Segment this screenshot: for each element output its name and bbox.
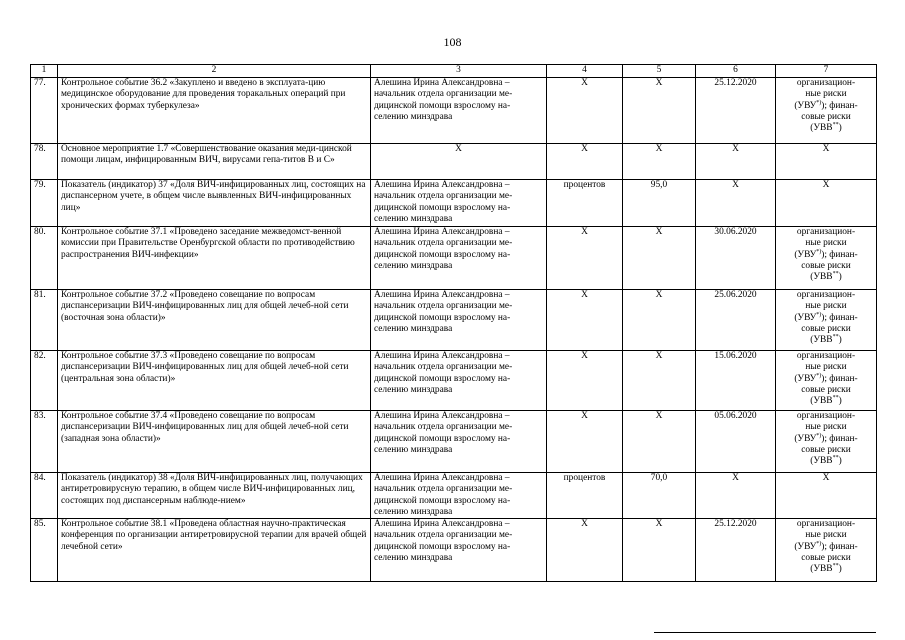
table-row xyxy=(31,78,877,144)
risk-fragment: ** xyxy=(832,334,839,341)
risk-cell xyxy=(776,411,877,473)
risk-line: организацион- xyxy=(796,411,856,421)
responsible-person: Алешина Ирина Александровна – начальник отдела организации ме-дицинской помощи взрослому на-селению минздрава xyxy=(371,519,547,582)
risk-line xyxy=(779,250,873,261)
risk-fragment: (УВВ xyxy=(810,335,833,346)
event-description: Показатель (индикатор) 38 «Доля ВИЧ-инфицированных лиц, получающих антиретровирусную терапию, в общем числе ВИЧ-инфицированных лиц, состоящих под диспансерным наблюде-нием» xyxy=(58,473,371,519)
unit-cell: Х xyxy=(547,227,623,290)
risk-fragment: ** xyxy=(832,563,839,570)
value-cell: Х xyxy=(623,519,696,582)
risk-fragment: ) xyxy=(838,272,842,283)
risk-fragment: *) xyxy=(816,372,822,379)
unit-cell: процентов xyxy=(547,473,623,519)
risk-fragment: ** xyxy=(832,395,839,402)
unit-cell: Х xyxy=(547,411,623,473)
row-number: 85. xyxy=(31,519,58,582)
risk-cell xyxy=(776,78,877,144)
value-cell: Х xyxy=(623,78,696,144)
risk-fragment: ); финан- xyxy=(821,541,858,552)
responsible-person: Алешина Ирина Александровна – начальник отдела организации ме-дицинской помощи взрослому на-селению минздрава xyxy=(371,411,547,473)
risk-line xyxy=(779,542,873,553)
row-number: 83. xyxy=(31,411,58,473)
risk-line: ные риски xyxy=(805,362,847,373)
risk-fragment: ); финан- xyxy=(821,312,858,323)
value-cell: 95,0 xyxy=(623,180,696,227)
column-header: 3 xyxy=(371,65,547,78)
risk-fragment: *) xyxy=(816,248,822,255)
table-row xyxy=(31,473,877,519)
table-row xyxy=(31,227,877,290)
risk-line xyxy=(779,456,873,467)
risk-cell xyxy=(776,227,877,290)
event-description: Контрольное событие 37.1 «Проведено заседание межведомст-венной комиссии при Правительстве Оренбургской области по противодействию распространения ВИЧ-инфекции» xyxy=(58,227,371,290)
table-row xyxy=(31,144,877,180)
risk-fragment: ) xyxy=(838,564,842,575)
event-description: Показатель (индикатор) 37 «Доля ВИЧ-инфицированных лиц, состоящих на диспансерном учете, в общем числе выявленных ВИЧ-инфицированных лиц» xyxy=(58,180,371,227)
value-cell: 70,0 xyxy=(623,473,696,519)
risk-fragment: (УВВ xyxy=(810,396,833,407)
risk-cell xyxy=(776,351,877,411)
responsible-person: Алешина Ирина Александровна – начальник отдела организации ме-дицинской помощи взрослому на-селению минздрава xyxy=(371,78,547,144)
risk-fragment: (УВУ xyxy=(794,249,817,260)
risk-fragment: ); финан- xyxy=(821,100,858,111)
date-cell: 25.12.2020 xyxy=(696,519,776,582)
row-number: 79. xyxy=(31,180,58,227)
risk-fragment: (УВУ xyxy=(794,433,817,444)
responsible-person: Алешина Ирина Александровна – начальник отдела организации ме-дицинской помощи взрослому на-селению минздрава xyxy=(371,180,547,227)
risk-fragment: ); финан- xyxy=(821,433,858,444)
row-number: 78. xyxy=(31,144,58,180)
risk-fragment: (УВВ xyxy=(810,564,833,575)
unit-cell: процентов xyxy=(547,180,623,227)
risk-line: организацион- xyxy=(796,227,856,237)
row-number: 77. xyxy=(31,78,58,144)
table-row xyxy=(31,351,877,411)
risk-fragment: (УВВ xyxy=(810,123,833,134)
risk-line: организацион- xyxy=(796,290,856,300)
row-number: 80. xyxy=(31,227,58,290)
value-cell: Х xyxy=(623,290,696,351)
unit-cell: Х xyxy=(547,78,623,144)
value-cell: Х xyxy=(623,351,696,411)
risk-fragment: ) xyxy=(838,456,842,467)
risk-line xyxy=(779,374,873,385)
date-cell: 30.06.2020 xyxy=(696,227,776,290)
risk-line: совые риски xyxy=(801,323,851,334)
responsible-person: Алешина Ирина Александровна – начальник отдела организации ме-дицинской помощи взрослому на-селению минздрава xyxy=(371,290,547,351)
value-cell: Х xyxy=(623,144,696,180)
risk-line xyxy=(779,396,873,407)
risk-line xyxy=(779,434,873,445)
risk-line: совые риски xyxy=(801,444,851,455)
risk-line xyxy=(779,313,873,324)
row-number: 84. xyxy=(31,473,58,519)
column-header: 2 xyxy=(58,65,371,78)
risk-fragment: ** xyxy=(832,455,839,462)
date-cell: Х xyxy=(696,144,776,180)
risk-line: ные риски xyxy=(805,301,847,312)
risk-line xyxy=(779,564,873,575)
event-description: Основное мероприятие 1.7 «Совершенствование оказания меди-цинской помощи лицам, инфицированным ВИЧ, вирусами гепа-титов В и С» xyxy=(58,144,371,180)
event-description: Контрольное событие 37.2 «Проведено совещание по вопросам диспансеризации ВИЧ-инфицированных лиц для общей лечеб-ной сети (восточная зона области)» xyxy=(58,290,371,351)
risk-fragment: ** xyxy=(832,122,839,129)
risk-line xyxy=(779,123,873,134)
risk-fragment: ); финан- xyxy=(821,249,858,260)
value-cell: Х xyxy=(623,411,696,473)
risk-line xyxy=(779,335,873,346)
risk-line: совые риски xyxy=(801,260,851,271)
risk-fragment: (УВВ xyxy=(810,272,833,283)
responsible-person: Алешина Ирина Александровна – начальник отдела организации ме-дицинской помощи взрослому на-селению минздрава xyxy=(371,473,547,519)
column-number-row xyxy=(31,65,877,78)
unit-cell: Х xyxy=(547,519,623,582)
event-description: Контрольное событие 37.3 «Проведено совещание по вопросам диспансеризации ВИЧ-инфицированных лиц для общей лечеб-ной сети (центральная зона области)» xyxy=(58,351,371,411)
responsible-person: Х xyxy=(371,144,547,180)
column-header: 6 xyxy=(696,65,776,78)
risk-line: организацион- xyxy=(796,351,856,361)
risk-fragment: (УВУ xyxy=(794,541,817,552)
date-cell: Х xyxy=(696,473,776,519)
risk-fragment: ) xyxy=(838,123,842,134)
page-number: 108 xyxy=(443,35,462,49)
date-cell: 25.06.2020 xyxy=(696,290,776,351)
risk-cell: Х xyxy=(776,144,877,180)
risk-fragment: (УВУ xyxy=(794,373,817,384)
table-row xyxy=(31,519,877,582)
risk-fragment: ) xyxy=(838,396,842,407)
risk-line: совые риски xyxy=(801,553,851,564)
risk-cell xyxy=(776,290,877,351)
risk-line: организацион- xyxy=(796,519,856,530)
responsible-person: Алешина Ирина Александровна – начальник отдела организации ме-дицинской помощи взрослому на-селению минздрава xyxy=(371,351,547,411)
risk-fragment: (УВВ xyxy=(810,456,833,467)
table-row xyxy=(31,290,877,351)
column-header: 7 xyxy=(776,65,877,78)
table-row xyxy=(31,411,877,473)
risk-line: ные риски xyxy=(805,422,847,433)
risk-fragment: (УВУ xyxy=(794,312,817,323)
table-row xyxy=(31,180,877,227)
date-cell: 05.06.2020 xyxy=(696,411,776,473)
date-cell: 15.06.2020 xyxy=(696,351,776,411)
risk-line: совые риски xyxy=(801,111,851,122)
risk-fragment: *) xyxy=(816,311,822,318)
column-header: 1 xyxy=(31,65,58,78)
unit-cell: Х xyxy=(547,290,623,351)
risk-line: совые риски xyxy=(801,384,851,395)
responsible-person: Алешина Ирина Александровна – начальник отдела организации ме-дицинской помощи взрослому на-селению минздрава xyxy=(371,227,547,290)
risk-fragment: ); финан- xyxy=(821,373,858,384)
column-header: 5 xyxy=(623,65,696,78)
risk-line xyxy=(779,101,873,112)
column-header: 4 xyxy=(547,65,623,78)
unit-cell: Х xyxy=(547,144,623,180)
plan-table xyxy=(30,64,877,582)
risk-line: ные риски xyxy=(805,530,847,541)
event-description: Контрольное событие 38.1 «Проведена областная научно-практическая конференция по организации антиретровирусной терапии для врачей общей лечебной сети» xyxy=(58,519,371,582)
row-number: 82. xyxy=(31,351,58,411)
risk-fragment: *) xyxy=(816,540,822,547)
risk-fragment: ) xyxy=(838,335,842,346)
bottom-rule xyxy=(654,632,876,633)
risk-fragment: (УВУ xyxy=(794,100,817,111)
risk-line: организацион- xyxy=(796,78,856,88)
risk-cell xyxy=(776,519,877,582)
risk-line: ные риски xyxy=(805,238,847,249)
unit-cell: Х xyxy=(547,351,623,411)
event-description: Контрольное событие 37.4 «Проведено совещание по вопросам диспансеризации ВИЧ-инфицированных лиц для общей лечеб-ной сети (западная зона области)» xyxy=(58,411,371,473)
risk-fragment: ** xyxy=(832,271,839,278)
risk-line: ные риски xyxy=(805,89,847,100)
date-cell: Х xyxy=(696,180,776,227)
risk-line xyxy=(779,272,873,283)
risk-cell: Х xyxy=(776,473,877,519)
risk-fragment: *) xyxy=(816,432,822,439)
value-cell: Х xyxy=(623,227,696,290)
risk-fragment: *) xyxy=(816,99,822,106)
risk-cell: Х xyxy=(776,180,877,227)
date-cell: 25.12.2020 xyxy=(696,78,776,144)
row-number: 81. xyxy=(31,290,58,351)
event-description: Контрольное событие 36.2 «Закуплено и введено в эксплуата-цию медицинское оборудование для проведения торакальных операций при хронических формах туберкулеза» xyxy=(58,78,371,144)
